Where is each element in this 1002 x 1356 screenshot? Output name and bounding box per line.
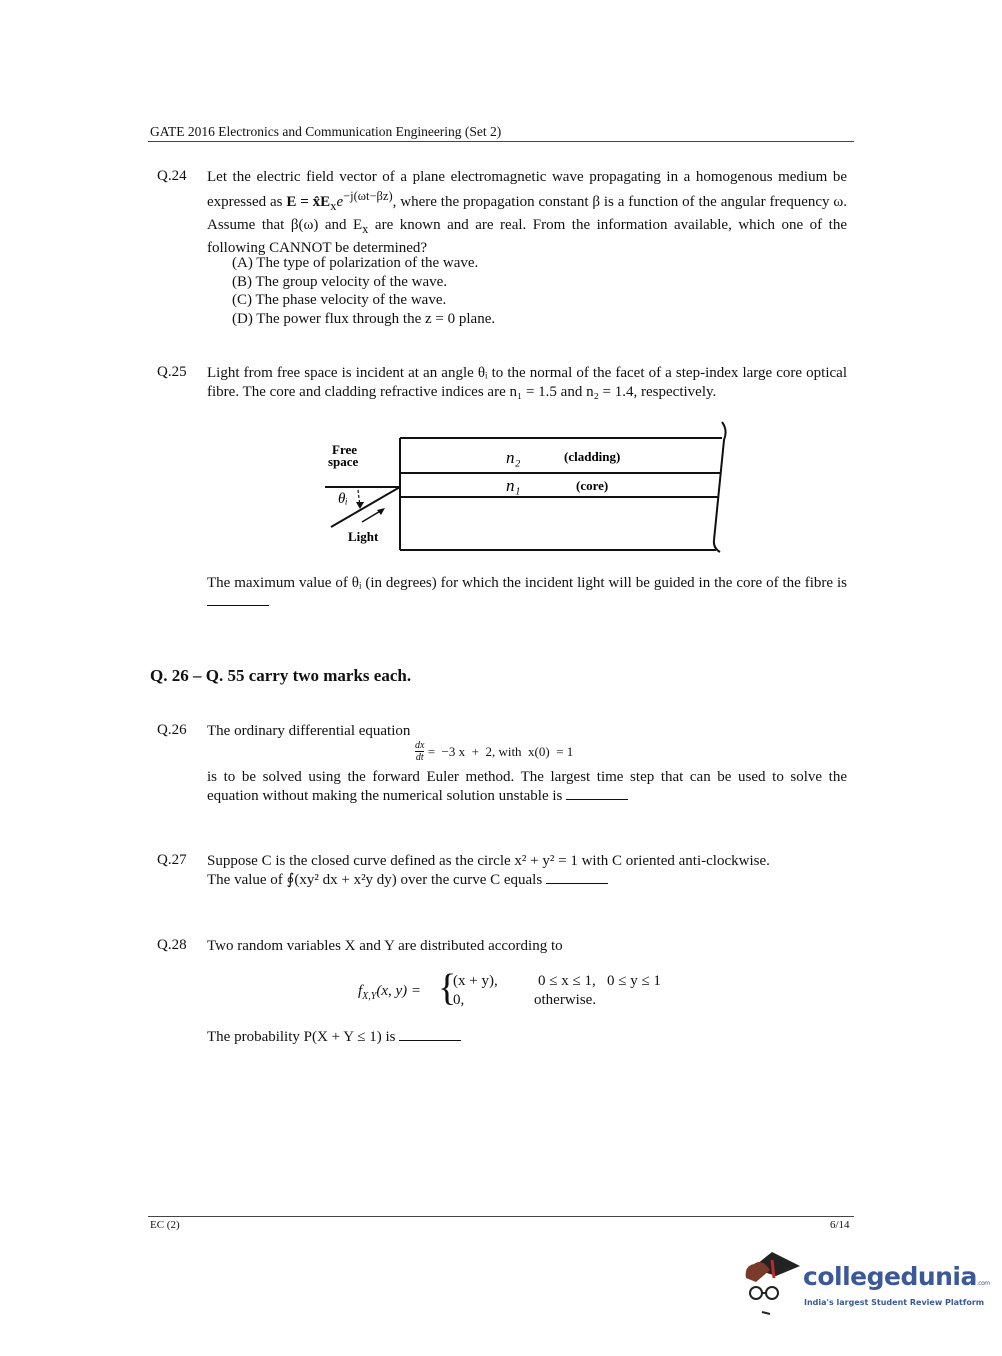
answer-blank: [399, 1040, 461, 1041]
logo-tagline: India's largest Student Review Platform: [804, 1298, 985, 1307]
q24-text-1: Let the electric field vector of a plane electromagnetic wave propagating in a homogenous medium be expressed as: [207, 169, 847, 210]
q26-text-1: The ordinary differential equation: [207, 723, 411, 739]
n2-label: n₂: [506, 448, 521, 467]
answer-blank: [546, 883, 608, 884]
footer-left: EC (2): [150, 1219, 180, 1231]
pdf-cond-2: otherwise.: [534, 992, 597, 1008]
q25-question-text: The maximum value of θᵢ (in degrees) for which the incident light will be guided in the core of the fibre is: [207, 575, 847, 591]
fibre-diagram: [0, 0, 1002, 600]
answer-blank: [566, 799, 628, 800]
eq-rest: = −3 x + 2, with x(0) = 1: [424, 743, 574, 759]
q25-number: Q.25: [157, 364, 187, 380]
answer-blank: [207, 605, 269, 606]
pdf-f: f: [358, 983, 363, 999]
pdf-case-1: (x + y),: [453, 973, 498, 989]
fibre-box: [400, 438, 722, 550]
q25-text: Light from free space is incident at an angle θᵢ to the normal of the facet of a step-index large core optical fibre. The core and cladding refractive indices are n₁ = 1.5 and n₂ = 1.4, respectively.: [207, 365, 847, 400]
n1-label: n₁: [506, 476, 521, 495]
q24-text-2: , where the propagation constant β is a function of the angular frequency ω. Assume that β(ω) and E: [207, 194, 847, 233]
mascot-logo-icon: [742, 1248, 802, 1318]
arrow-head-icon: [377, 508, 385, 515]
q27-text-1: Suppose C is the closed curve defined as the circle x² + y² = 1 with C oriented anti-clockwise.: [207, 853, 770, 869]
q24-option-b: (B) The group velocity of the wave.: [232, 273, 448, 290]
q26-text-2: [207, 768, 847, 806]
q28-question: [207, 1028, 847, 1047]
q26-number: Q.26: [157, 722, 187, 738]
q24-formula-e: e: [336, 194, 344, 210]
fibre-break-curve: [714, 422, 726, 552]
q28-number: Q.28: [157, 937, 187, 953]
logo-wordmark: [803, 1262, 990, 1291]
q25-question: [207, 574, 847, 612]
q24-text-3: are known and are real. From the information available, which one of the following CANNOT be determined?: [207, 217, 847, 256]
q24-option-d: (D) The power flux through the z = 0 plane.: [232, 310, 496, 327]
logo-name: collegedunia: [803, 1262, 977, 1291]
q24-formula-sub: x: [330, 199, 337, 213]
pdf-cond-1: 0 ≤ x ≤ 1, 0 ≤ y ≤ 1: [538, 973, 661, 989]
page-header: GATE 2016 Electronics and Communication Engineering (Set 2): [150, 124, 502, 139]
pdf-sub: X,Y: [362, 991, 377, 1002]
q24-formula-exp: −j(ωt−βz): [343, 189, 393, 203]
free-space-label-2: space: [328, 454, 359, 469]
theta-label: θᵢ: [338, 491, 348, 507]
q28-question-text: The probability P(X + Y ≤ 1) is: [207, 1029, 396, 1045]
q26-text-2-content: is to be solved using the forward Euler method. The largest time step that can be used to solve the equation without making the numerical solution unstable is: [207, 769, 847, 804]
free-space-label: Free: [332, 442, 358, 457]
cladding-label: (cladding): [564, 449, 621, 464]
q27-number: Q.27: [157, 852, 187, 868]
eq-denominator: dt: [415, 752, 424, 763]
pdf-case-2: 0,: [453, 992, 465, 1008]
q27-text-2: [207, 871, 847, 890]
q24-formula: E = x̂E: [286, 194, 331, 210]
logo-suffix: .com: [976, 1280, 990, 1287]
q24-option-a: (A) The type of polarization of the wave.: [232, 255, 479, 271]
q24-option-c: (C) The phase velocity of the wave.: [232, 292, 447, 308]
eq-numerator: dx: [415, 740, 425, 751]
light-label: Light: [348, 529, 379, 544]
core-label: (core): [576, 478, 609, 493]
pdf-lhs: [358, 983, 421, 1002]
q24-number: Q.24: [157, 168, 187, 184]
footer-rule: [148, 1216, 854, 1217]
section-heading: Q. 26 – Q. 55 carry two marks each.: [150, 666, 412, 685]
pdf-args: (x, y) =: [376, 983, 422, 999]
q24-text-2-sub: x: [362, 222, 369, 236]
page-number: 6/14: [830, 1219, 850, 1231]
brace-icon: {: [438, 967, 457, 1009]
q26-equation: [415, 740, 573, 763]
q27-text-2-content: The value of ∮(xy² dx + x²y dy) over the curve C equals: [207, 872, 543, 888]
q28-text: Two random variables X and Y are distributed according to: [207, 938, 563, 954]
